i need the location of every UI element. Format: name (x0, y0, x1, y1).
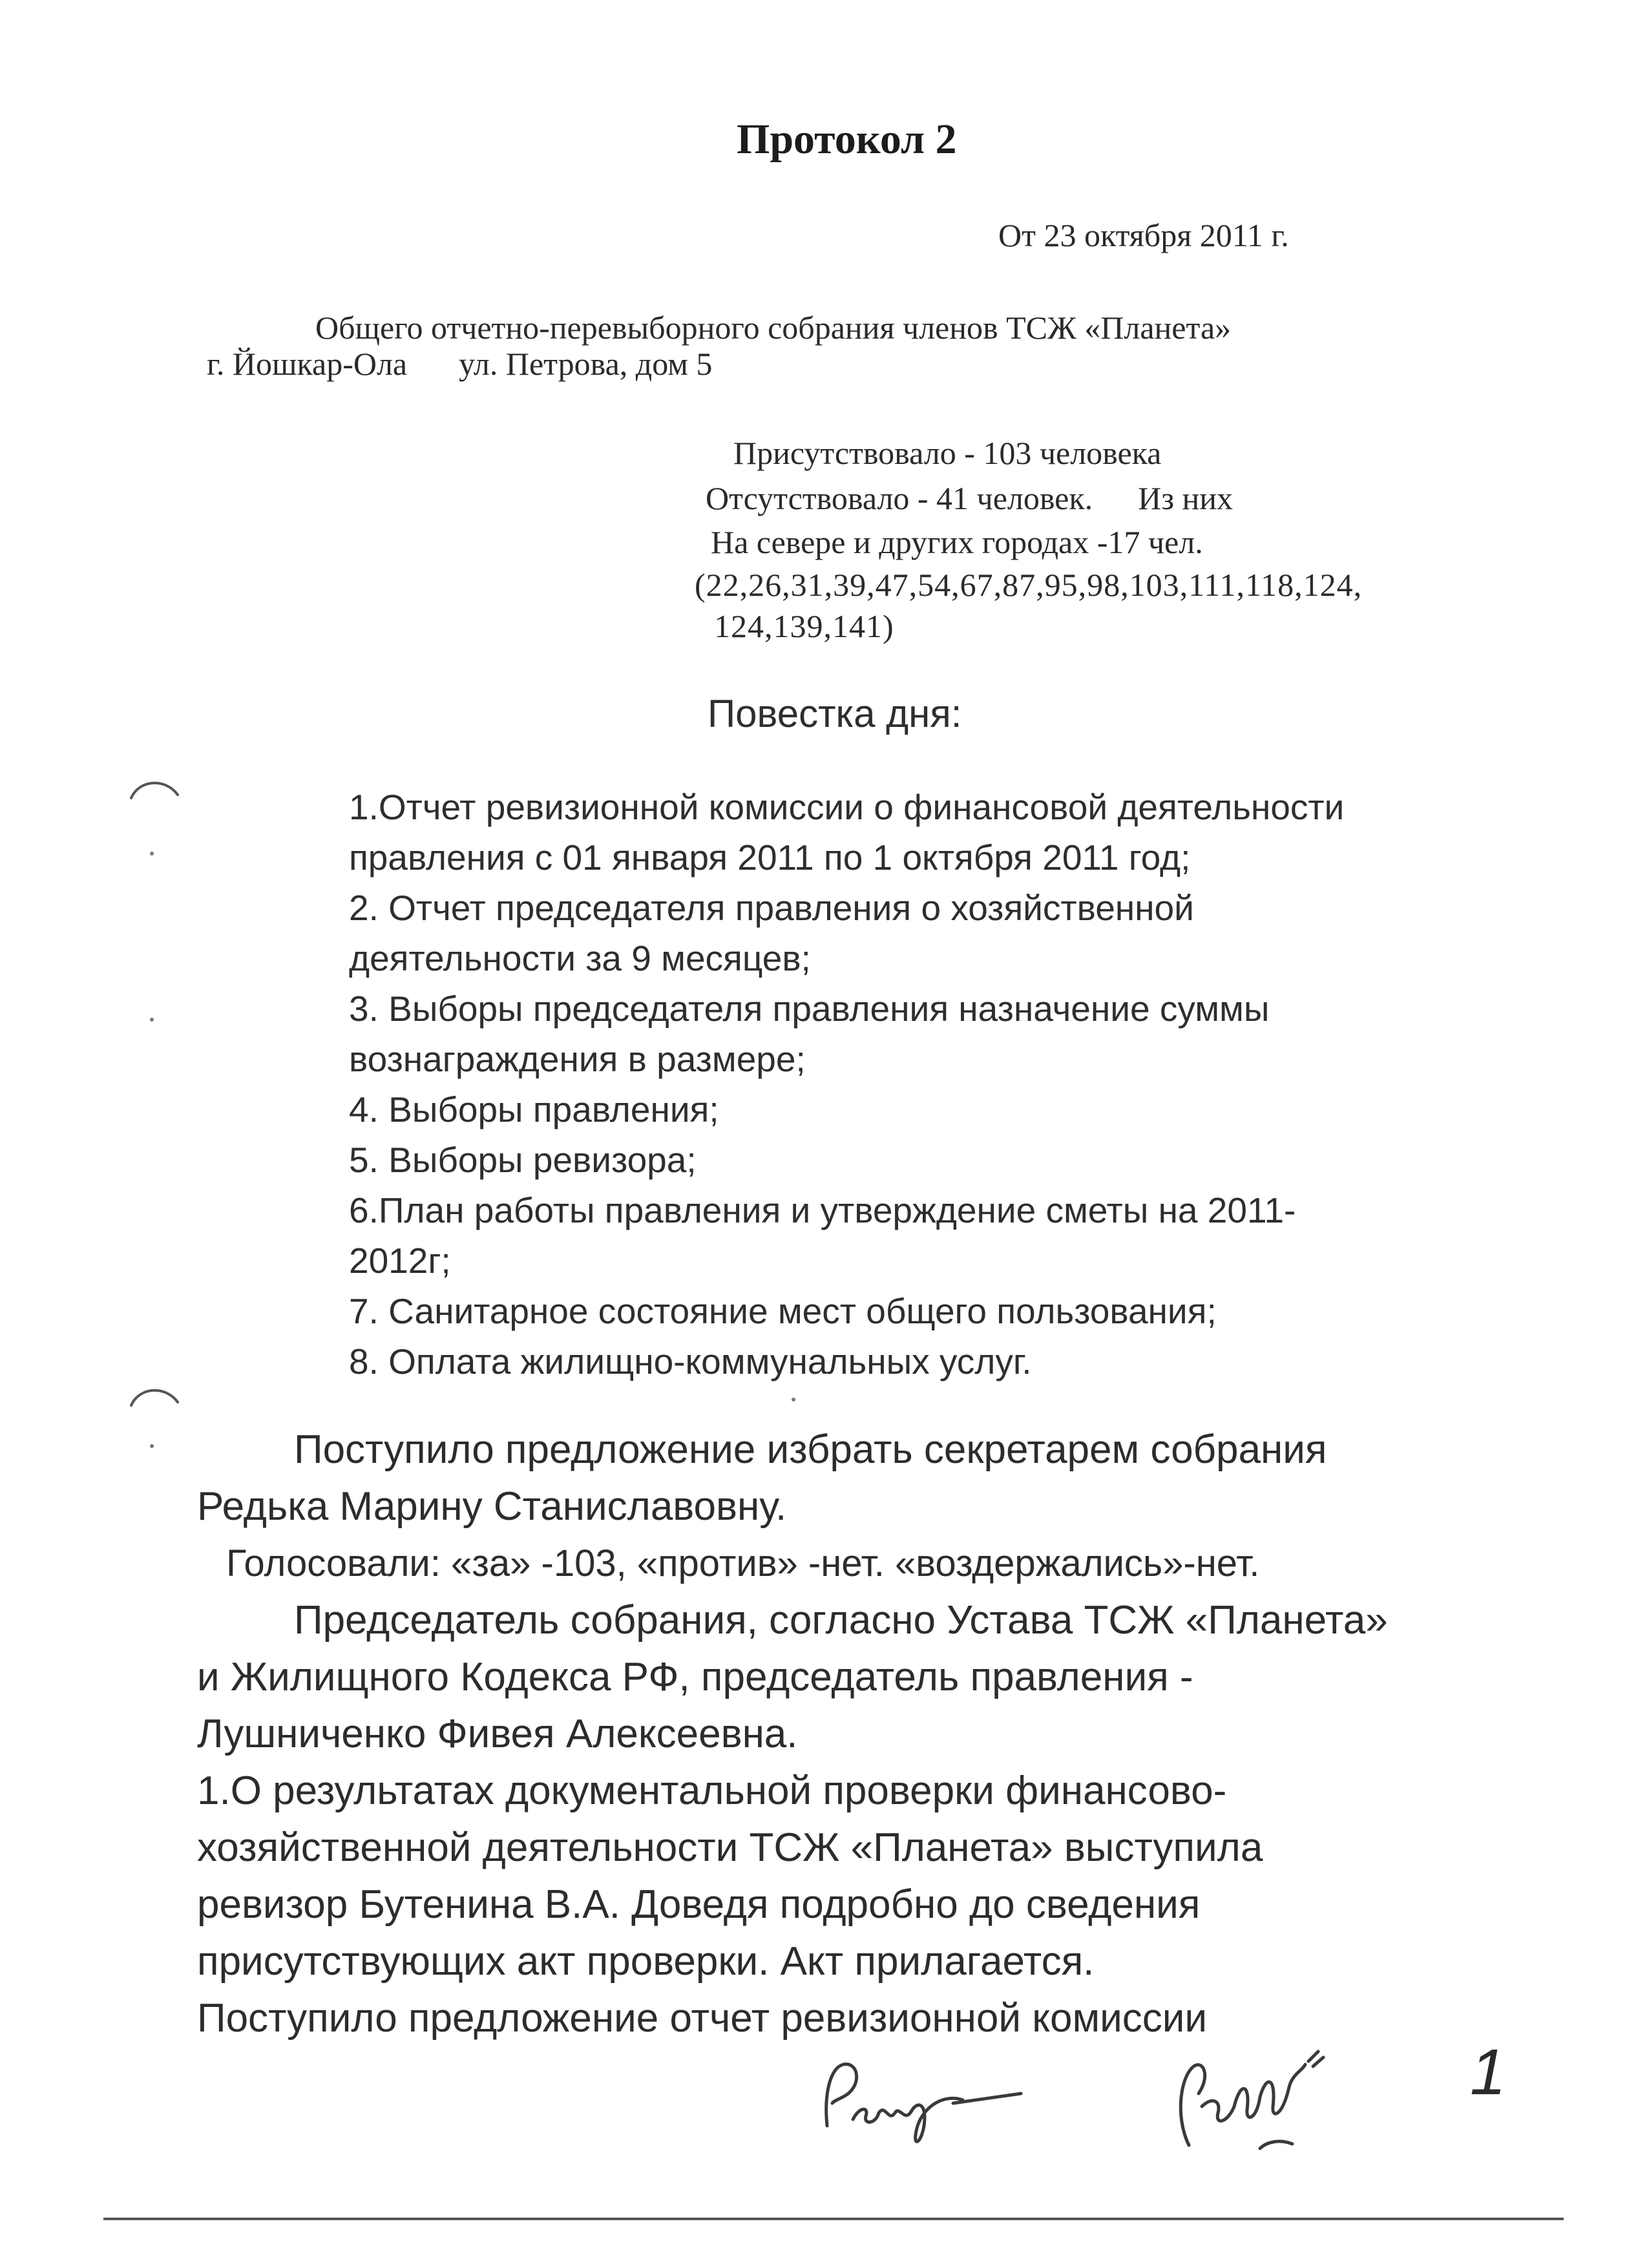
chair-line-1: Председатель собрания, согласно Устава ТСЖ «Планета» (294, 1598, 1388, 1643)
agenda-line: деятельности за 9 месяцев; (349, 938, 811, 978)
chair-line-2: и Жилищного Кодекса РФ, председатель правления - (197, 1655, 1193, 1699)
address (207, 345, 712, 383)
audit-results-line-2: хозяйственной деятельности ТСЖ «Планета» выступила (197, 1825, 1263, 1870)
attendance-present: Присутствовало - 103 человека (733, 435, 1162, 471)
chairman-signature-icon (1163, 2035, 1331, 2158)
final-proposal-line: Поступило предложение отчет ревизионной комиссии (197, 1996, 1208, 2041)
address-street: ул. Петрова, дом 5 (459, 346, 713, 382)
chair-line-3: Лушниченко Фивея Алексеевна. (197, 1712, 798, 1756)
agenda-line: 1.Отчет ревизионной комиссии о финансовой деятельности (349, 787, 1345, 827)
attendance-absent-tail: Из них (1138, 480, 1234, 516)
agenda-line: 4. Выборы правления; (349, 1089, 719, 1129)
agenda-line: 2. Отчет председателя правления о хозяйственной (349, 888, 1194, 928)
document-title: Протокол 2 (737, 116, 957, 163)
attendance-absent (706, 479, 1233, 517)
secretary-signature-icon (814, 2042, 1034, 2152)
meeting-subtitle: Общего отчетно-перевыборного собрания членов ТСЖ «Планета» (315, 310, 1232, 346)
secretary-proposal-line-2: Редька Марину Станиславовну. (197, 1484, 787, 1529)
audit-results-line-3: ревизор Бутенина В.А. Доведя подробно до сведения (197, 1882, 1201, 1927)
margin-hole-mark-icon (126, 772, 184, 804)
agenda-line: вознаграждения в размере; (349, 1039, 806, 1079)
attendance-absent-count: Отсутствовало - 41 человек. (706, 480, 1093, 516)
protocol-body (197, 1422, 1489, 2047)
agenda-line: 3. Выборы председателя правления назначение суммы (349, 989, 1270, 1029)
address-city: г. Йошкар-Ола (207, 346, 408, 382)
document-date: От 23 октября 2011 г. (998, 217, 1289, 253)
attendance-north: На севере и других городах -17 чел. (711, 524, 1203, 560)
margin-dot (792, 1398, 795, 1402)
agenda-line: 8. Оплата жилищно-коммунальных услуг. (349, 1341, 1032, 1381)
agenda-line: правления с 01 января 2011 по 1 октября 2011 год; (349, 837, 1191, 877)
attendance-apartments-line-2: 124,139,141) (714, 608, 894, 644)
margin-dot (150, 1018, 154, 1022)
margin-dot (150, 852, 154, 856)
vote-result: Голосовали: «за» -103, «против» -нет. «воздержались»-нет. (226, 1542, 1260, 1584)
agenda-line: 5. Выборы ревизора; (349, 1140, 697, 1180)
secretary-proposal-line-1: Поступило предложение избрать секретарем собрания (294, 1427, 1327, 1472)
bottom-rule (103, 2218, 1564, 2220)
page-number: 1 (1470, 2036, 1506, 2108)
margin-hole-mark-icon (126, 1380, 184, 1412)
agenda-line: 6.План работы правления и утверждение сметы на 2011- (349, 1190, 1296, 1230)
margin-dot (150, 1444, 154, 1448)
agenda-line: 2012г; (349, 1241, 451, 1281)
agenda-line: 7. Санитарное состояние мест общего пользования; (349, 1291, 1217, 1331)
agenda-title: Повестка дня: (708, 692, 962, 735)
audit-results-line-4: присутствующих акт проверки. Акт прилагается. (197, 1939, 1095, 1984)
audit-results-line-1: 1.О результатах документальной проверки финансово- (197, 1769, 1227, 1813)
attendance-apartments-line-1: (22,26,31,39,47,54,67,87,95,98,103,111,118,124, (695, 567, 1363, 603)
agenda-list (349, 782, 1512, 1387)
